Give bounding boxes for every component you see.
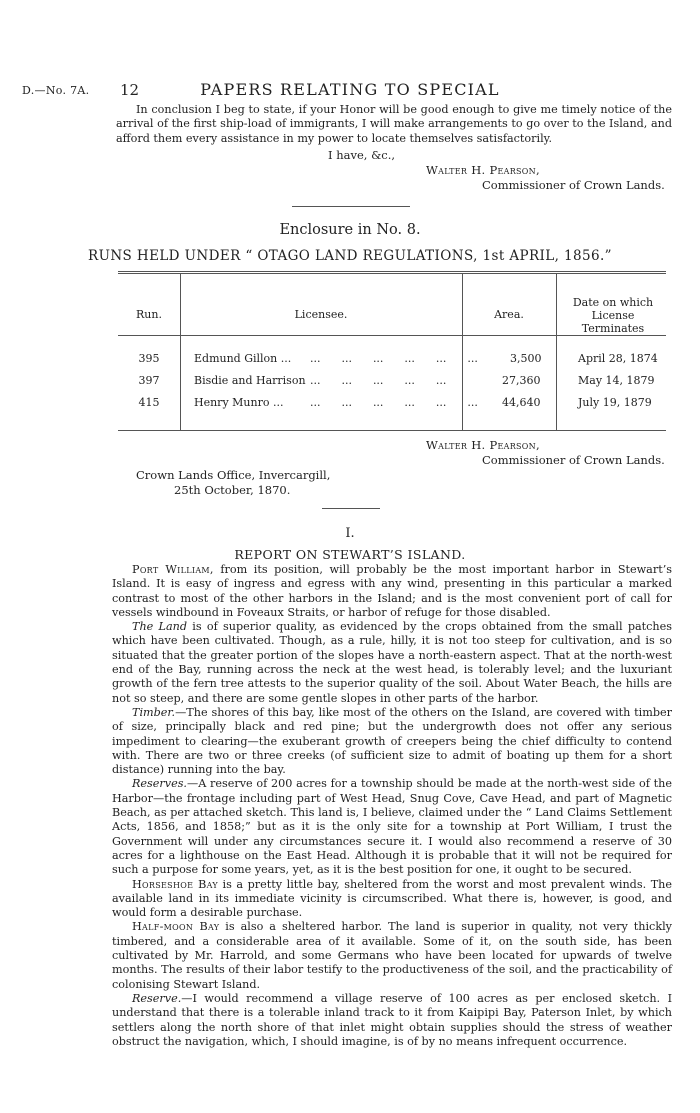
column-header-date: Date on which License Terminates — [572, 296, 654, 335]
column-header-area: Area. — [494, 308, 524, 321]
enclosure-date: 25th October, 1870. — [174, 483, 291, 497]
table-top-rule-2 — [118, 273, 666, 274]
letter-text: In conclusion I beg to state, if your Honor will be good enough to give me timely notice of the arrival of the first ship-load of immigrants, I will make arrangements to go over to the Island, and afford them every assistance in my power to locate themselves satisfactorily. — [116, 103, 672, 145]
cell-leader-dots: ... ... ... ... ... ... — [310, 396, 478, 409]
letter-closing: I have, &c., — [328, 148, 396, 162]
report-paragraph — [112, 920, 672, 991]
page-header-title: PAPERS RELATING TO SPECIAL — [200, 80, 500, 99]
cell-run: 397 — [138, 374, 160, 387]
runs-table-title: RUNS HELD UNDER “ OTAGO LAND REGULATIONS, 1st APRIL, 1856.” — [88, 248, 612, 264]
table-bottom-rule — [118, 430, 666, 431]
paragraph-text: from its position, will probably be the most important harbor in Stewart’s Island. It is easy of ingress and egress with any wind, presenting in this particular a marked contrast to most of the other harbors in the Island; and is the most convenient port of call for vessels windbound in Foveaux Straits, or harbor of refuge for those disabled. — [112, 563, 672, 619]
letter-signature-name: Walter H. Pearson, — [426, 163, 540, 177]
cell-licensee: Henry Munro ... — [194, 396, 284, 409]
paragraph-lead: Timber. — [132, 705, 176, 719]
letter-paragraph — [116, 103, 672, 146]
cell-run: 395 — [138, 352, 160, 365]
enclosure-title: Enclosure in No. 8. — [279, 222, 421, 238]
cell-licensee: Edmund Gillon ... — [194, 352, 292, 365]
cell-area-value: 44,640 — [502, 396, 541, 409]
report-paragraph — [112, 706, 672, 777]
column-header-run — [118, 308, 180, 321]
table-top-rule — [118, 271, 666, 272]
table-header-rule — [118, 335, 666, 336]
paragraph-text: is of superior quality, as evidenced by the crops obtained from the small patches which have been cultivated. Though, as a rule, hilly, it is not too steep for cultivation, and is so situated that the greater portion of the slopes have a north-eastern aspect. That at the north-west end of the Bay, running across the neck at the west head, is tolerably level; and the luxuriant growth of the fern tree attests to the superior quality of the soil. About Water Beach, the hills are not so steep, and there are some gentle slopes in other parts of the harbor. — [112, 620, 673, 705]
separator-rule — [292, 206, 410, 207]
paragraph-text: is a pretty little bay, sheltered from the worst and most prevalent winds. The available land in its immediate vicinity is circumscribed. What there is, however, is good, and would form a desirable purchase. — [112, 877, 672, 920]
report-paragraph — [112, 620, 672, 706]
report-body — [112, 563, 672, 1049]
separator-rule — [322, 508, 380, 509]
cell-area-value: 27,360 — [502, 374, 541, 387]
report-title: REPORT ON STEWART’S ISLAND. — [234, 547, 466, 562]
paragraph-lead: The Land — [132, 620, 188, 634]
cell-date: May 14, 1879 — [578, 374, 655, 387]
cell-leader-dots: ... ... ... ... ... ... — [310, 352, 478, 365]
enclosure-office: Crown Lands Office, Invercargill, — [136, 468, 331, 482]
cell-date: April 28, 1874 — [578, 352, 658, 365]
letter-signature-title: Commissioner of Crown Lands. — [482, 178, 665, 192]
paragraph-text: —The shores of this bay, like most of the others on the Island, are covered with timber of size, principally black and red pine; but the undergrowth does not offer any serious impediment to clearing—the exuberant growth of creepers being the chief difficulty to contend with. There are two or three creeks (of sufficient size to admit of boating up them for a short distance) running into the bay. — [112, 705, 672, 777]
page-number: 12 — [120, 81, 140, 99]
paragraph-text: is also a sheltered harbor. The land is superior in quality, not very thickly timbered, and a considerable area of it available. Some of it, on the south side, has been cultivated by Mr. Harrold, and some Germans who have been located for upwards of twelve months. The results of their labor testify to the productiveness of the soil, and the practicability of colonising Stewart Island. — [112, 920, 672, 991]
cell-area-value: 3,500 — [510, 352, 542, 365]
report-paragraph — [112, 992, 672, 1049]
column-header-licensee: Licensee. — [294, 308, 348, 321]
paragraph-lead: Half-moon Bay — [132, 920, 220, 934]
paragraph-lead: Horseshoe Bay — [132, 877, 218, 891]
enclosure-signature-name: Walter H. Pearson, — [426, 438, 540, 452]
table-col-divider — [180, 273, 181, 430]
report-paragraph — [112, 777, 672, 877]
paragraph-text: —I would recommend a village reserve of 100 acres as per enclosed sketch. I understand that there is a tolerable inland track to it from Kaipipi Bay, Paterson Inlet, by which settlers along the north shore of that inlet might obtain supplies should the stress of weather obstruct the navigation, which, I should imagine, is of by no means infrequent occurrence. — [112, 991, 672, 1048]
enclosure-signature-title: Commissioner of Crown Lands. — [482, 453, 665, 467]
document-reference: D.—No. 7A. — [22, 84, 90, 97]
paragraph-lead: Reserves. — [132, 777, 187, 791]
column-header-run-label: Run. — [136, 308, 162, 321]
paragraph-text: —A reserve of 200 acres for a township should be made at the north-west side of the Harbor—the frontage including part of West Head, Snug Cove, Cave Head, and part of Magnetic Beach, as per attached sketch. This land is, I believe, claimed under the “ Land Claims Settlement Acts, 1856, and 1858;” but as it is the only site for a township at Port William, I trust the Government will under any circumstances secure it. I would also recommend a reserve of 30 acres for a lighthouse on the East Head. Although it is probable that it will not be required for such a purpose for some years, yet, as it is the best position for one, it ought to be secured. — [112, 777, 672, 877]
cell-leader-dots: ... ... ... ... ... — [310, 374, 447, 387]
paragraph-lead: Reserve. — [132, 991, 182, 1005]
report-paragraph — [112, 878, 672, 921]
report-paragraph — [112, 563, 672, 620]
cell-run: 415 — [138, 396, 160, 409]
cell-licensee: Bisdie and Harrison — [194, 374, 306, 387]
report-numeral: I. — [345, 526, 355, 541]
cell-date: July 19, 1879 — [578, 396, 652, 409]
paragraph-lead: Port William, — [132, 563, 214, 576]
table-col-divider — [556, 273, 557, 430]
